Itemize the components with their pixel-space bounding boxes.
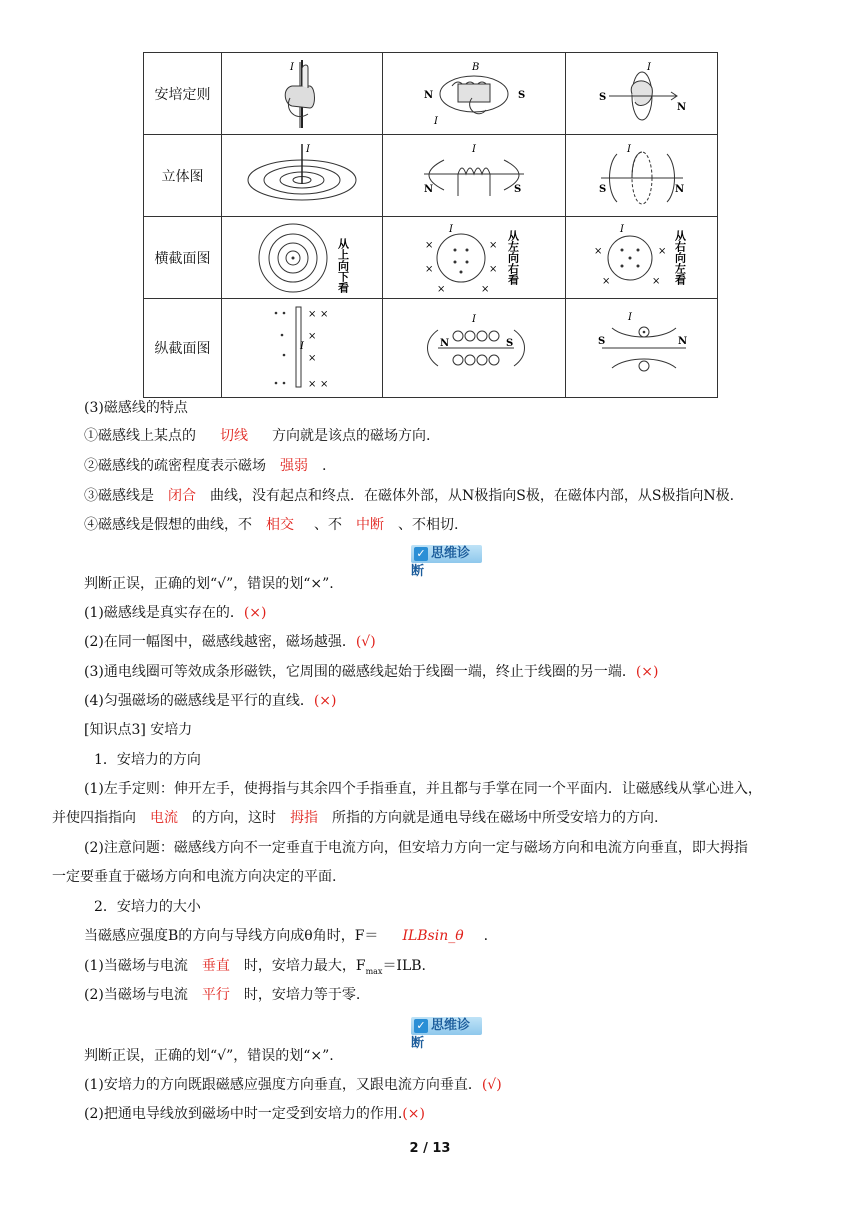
solenoid-right-hand-figure [383,53,566,135]
svg-text:S: S [598,183,606,195]
svg-text:I: I [434,115,438,127]
svg-text:N: N [424,89,434,101]
svg-text:×: × [657,245,666,257]
answer: 相交 [266,517,294,533]
answer: 强弱 [280,458,308,474]
answer: 垂直 [201,958,230,974]
svg-text:×: × [308,353,317,364]
magnetic-field-table [143,52,718,398]
svg-text:×: × [481,283,490,294]
judge-item: (1)安培力的方向既跟磁感应强度方向垂直，又跟电流方向垂直．(√) [84,1077,502,1093]
section-heading: (3)磁感线的特点 [84,400,188,416]
judge-item: (2)把通电导线放到磁场中时一定受到安培力的作用.(×) [84,1106,425,1122]
svg-text:S: S [518,89,526,101]
row-label: 安培定则 [144,53,222,135]
text-line: ②磁感线的疏密程度表示磁场 强弱 . [84,458,327,474]
svg-text:×: × [601,275,610,287]
answer: 闭合 [168,488,196,504]
check-icon: ✓ [414,1019,428,1033]
paragraph-line: (2)当磁场与电流 平行 时，安培力等于零. [84,987,361,1003]
straight-wire-right-hand-figure [222,53,383,135]
svg-text:N: N [676,101,686,113]
svg-text:×: × [320,379,329,390]
judge-item: (3)通电线圈可等效成条形磁铁，它周围的磁感线起始于线圈一端，终止于线圈的另一端．(×) [84,664,659,680]
view-note: 从右向左看 [673,229,686,285]
text-line: ③磁感线是 闭合 曲线，没有起点和终点．在磁体外部，从N极指向S极，在磁体内部，从S极指向N极. [84,488,735,504]
answer: 电流 [150,810,178,826]
svg-text:B: B [472,61,480,73]
svg-text:I: I [646,61,651,73]
svg-text:×: × [593,245,602,257]
svg-text:I: I [627,312,632,323]
svg-text:I: I [449,223,453,235]
svg-text:I: I [300,341,304,352]
svg-text:×: × [437,283,446,294]
svg-text:N: N [677,336,687,347]
svg-text:N: N [424,183,434,195]
straight-wire-3d-figure [222,135,383,217]
svg-text:×: × [489,263,498,275]
svg-text:×: × [651,275,660,287]
svg-text:×: × [308,379,317,390]
answer: 拇指 [290,810,318,826]
solenoid-longitudinal-figure [383,299,566,398]
judge-intro: 判断正误，正确的划“√”，错误的划“×”. [84,576,334,592]
loop-cross-section-figure [566,217,718,299]
svg-text:I: I [619,223,624,235]
svg-text:×: × [320,309,329,320]
paragraph-line: 当磁感应强度B的方向与导线方向成θ角时，F＝ ILBsin_θ . [84,928,489,944]
answer: 切线 [220,428,248,444]
row-label: 立体图 [144,135,222,217]
answer: ILBsin_θ [402,928,464,944]
thinking-diagnosis-badge: ✓ 思维诊断 [411,545,482,563]
answer: 平行 [201,987,230,1003]
svg-text:×: × [308,331,317,342]
thinking-diagnosis-badge: ✓ 思维诊断 [411,1017,482,1035]
svg-text:S: S [598,91,606,103]
page-number: 2 / 13 [409,1141,451,1156]
svg-text:I: I [626,143,631,155]
solenoid-cross-section-figure [383,217,566,299]
svg-text:S: S [506,338,514,349]
svg-text:I: I [472,314,476,325]
view-note: 从上向下看 [336,237,350,293]
paragraph-line: (1)当磁场与电流 垂直 时，安培力最大，$F_{max}=ILB$. [84,958,427,976]
svg-text:×: × [489,239,498,251]
sub-heading: 2．安培力的大小 [94,899,201,915]
text-line: ④磁感线是假想的曲线，不 相交 、不 中断 、不相切. [84,517,459,533]
answer: 中断 [356,517,384,533]
loop-right-hand-figure [566,53,718,135]
judge-intro: 判断正误，正确的划“√”，错误的划“×”. [84,1048,334,1064]
svg-text:S: S [514,183,522,195]
paragraph-line: 并使四指指向 电流 的方向，这时 拇指 所指的方向就是通电导线在磁场中所受安培力的方向. [52,810,659,826]
judge-item: (4)匀强磁场的磁感线是平行的直线．(×) [84,693,337,709]
svg-text:N: N [440,338,450,349]
judge-item: (1)磁感线是真实存在的．(×) [84,605,267,621]
row-label: 横截面图 [144,217,222,299]
loop-longitudinal-figure [566,299,718,398]
svg-text:I: I [472,143,476,155]
svg-text:I: I [306,143,310,155]
check-icon: ✓ [414,547,428,561]
row-label: 纵截面图 [144,299,222,398]
solenoid-3d-figure [383,135,566,217]
svg-text:N: N [674,183,684,195]
straight-wire-longitudinal-figure [222,299,383,398]
loop-3d-figure [566,135,718,217]
kp-title: [知识点3] 安培力 [84,722,193,738]
judge-item: (2)在同一幅图中，磁感线越密，磁场越强．(√) [84,634,376,650]
paragraph-line: (2)注意问题：磁感线方向不一定垂直于电流方向，但安培力方向一定与磁场方向和电流方向垂直，即大拇指 [84,840,748,856]
text-line: ①磁感线上某点的 切线 方向就是该点的磁场方向. [84,428,431,444]
svg-text:×: × [425,239,434,251]
view-note: 从左向右看 [506,229,520,285]
sub-heading: 1．安培力的方向 [94,752,201,768]
paragraph-line: 一定要垂直于磁场方向和电流方向决定的平面. [52,869,337,885]
svg-text:S: S [597,336,605,347]
svg-text:×: × [308,309,317,320]
label-I: I [290,61,294,73]
straight-wire-cross-section-figure [222,217,383,299]
svg-text:×: × [425,263,434,275]
paragraph-line: (1)左手定则：伸开左手，使拇指与其余四个手指垂直，并且都与手掌在同一个平面内．让磁感线从掌心进入， [84,781,762,797]
